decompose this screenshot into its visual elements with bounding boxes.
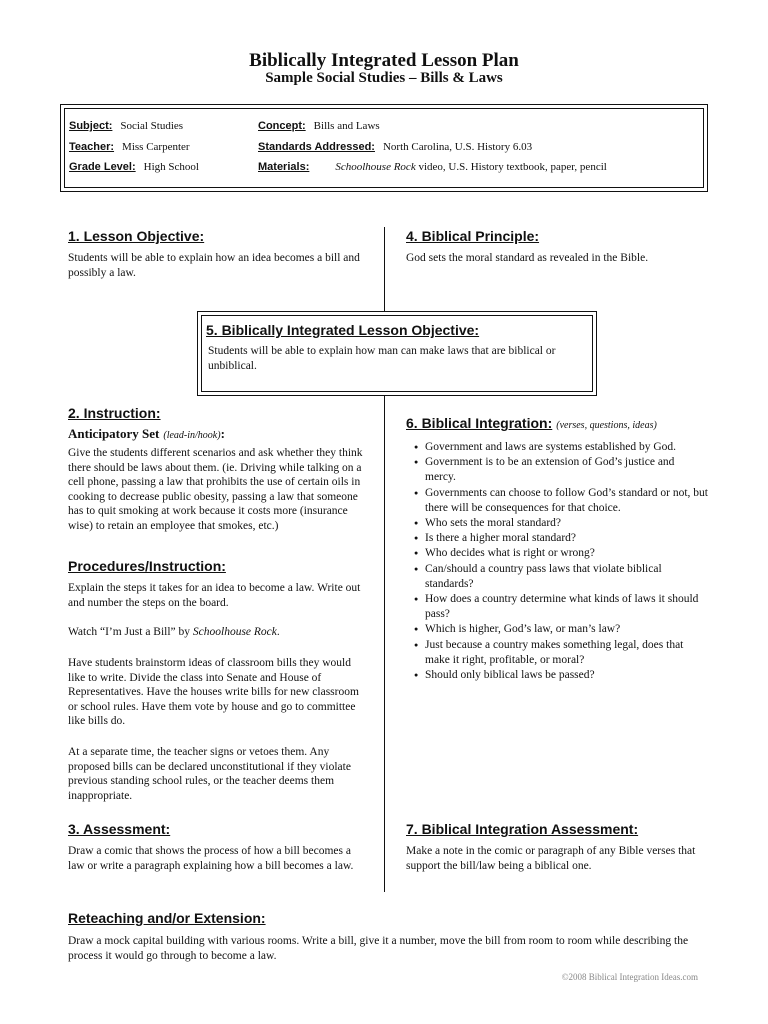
anticipatory-note: (lead-in/hook) xyxy=(163,430,221,441)
subject-value: Social Studies xyxy=(120,120,184,132)
subject-row xyxy=(69,116,183,134)
instruction-heading: 2. Instruction: xyxy=(68,405,161,421)
procedures-step-2-suffix: . xyxy=(276,626,280,638)
grade-value: High School xyxy=(143,161,199,173)
lesson-objective-text: Students will be able to explain how an idea becomes a bill and possibly a law. xyxy=(68,252,360,279)
procedures-step-2 xyxy=(68,625,366,640)
standards-value: North Carolina, U.S. History 6.03 xyxy=(382,141,533,153)
list-item: ● Just because a country makes something legal, does that make it right, profitable, or moral? xyxy=(414,638,708,668)
list-item: ● Who decides what is right or wrong? xyxy=(414,546,708,561)
lesson-info-box xyxy=(60,104,708,192)
column-divider-bottom xyxy=(384,396,385,892)
column-divider-top xyxy=(384,227,385,311)
teacher-row xyxy=(69,137,190,155)
procedures-step-2-italic: Schoolhouse Rock xyxy=(192,626,277,638)
biblical-principle-text: God sets the moral standard as revealed in the Bible. xyxy=(406,252,649,264)
grade-row xyxy=(69,157,199,175)
copyright-footer: ©2008 Biblical Integration Ideas.com xyxy=(561,972,698,982)
concept-value: Bills and Laws xyxy=(313,120,380,132)
biblical-integration-list xyxy=(414,440,708,683)
list-item: ● Is there a higher moral standard? xyxy=(414,531,708,546)
biblical-integration-note: (verses, questions, ideas) xyxy=(556,420,657,431)
procedures-step-3: Have students brainstorm ideas of classroom bills they would like to write. Divide the class into Senate and House of Representatives. Have the houses write bills for new classroom or school rules. Have them vote by house and go to committee like bills do. xyxy=(68,657,359,727)
list-item: ● Can/should a country pass laws that violate biblical standards? xyxy=(414,562,708,592)
list-item: ● Who sets the moral standard? xyxy=(414,516,708,531)
assessment-text: Draw a comic that shows the process of how a bill becomes a law or write a paragraph explaining how a bill becomes a law. xyxy=(68,845,354,872)
concept-row xyxy=(258,116,380,134)
list-item: ● Which is higher, God’s law, or man’s law? xyxy=(414,622,708,637)
anticipatory-label: Anticipatory Set xyxy=(68,426,160,441)
list-item: ● How does a country determine what kinds of laws it should pass? xyxy=(414,592,708,622)
biblical-principle-heading: 4. Biblical Principle: xyxy=(406,228,540,244)
list-item: ● Government and laws are systems established by God. xyxy=(414,440,708,455)
materials-italic: Schoolhouse Rock xyxy=(335,161,416,173)
page-title: Biblically Integrated Lesson Plan xyxy=(249,50,519,71)
procedures-step-2-prefix: Watch “I’m Just a Bill” by xyxy=(68,626,193,638)
procedures-step-4: At a separate time, the teacher signs or vetoes them. Any proposed bills can be declared unconstitutional if they violate previous standing school rules, or the teacher deems them inappropriate. xyxy=(68,746,351,802)
page-subtitle: Sample Social Studies – Bills & Laws xyxy=(265,70,503,86)
integration-assessment-heading: 7. Biblical Integration Assessment: xyxy=(406,821,639,837)
integrated-objective-text: Students will be able to explain how man can make laws that are biblical or unbiblical. xyxy=(208,345,556,372)
teacher-value: Miss Carpenter xyxy=(122,141,190,153)
procedures-heading: Procedures/Instruction: xyxy=(68,558,226,574)
materials-label: Materials: xyxy=(258,161,310,173)
integration-assessment-text: Make a note in the comic or paragraph of any Bible verses that support the bill/law being a biblical one. xyxy=(406,845,696,872)
anticipatory-text: Give the students different scenarios and ask whether they think there should be laws about them. (ie. Driving while talking on a cell phone, passing a law that prohibits the use of certain oils in cooking to decrease public obesity, passing a law that someone has to quit smoking at work because it costs more (insurance wise) to retain an employee that smokes, etc.) xyxy=(68,447,363,532)
standards-label: Standards Addressed: xyxy=(258,141,375,153)
integrated-objective-box xyxy=(197,311,597,396)
materials-value: video, U.S. History textbook, paper, pencil xyxy=(415,161,607,173)
concept-label: Concept: xyxy=(258,120,306,132)
list-item: ● Government is to be an extension of God’s justice and mercy. xyxy=(414,455,708,485)
standards-row xyxy=(258,137,532,155)
list-item: ● Should only biblical laws be passed? xyxy=(414,668,708,683)
integrated-objective-heading: 5. Biblically Integrated Lesson Objective: xyxy=(206,322,480,338)
biblical-integration-heading-row xyxy=(406,415,657,433)
list-item: ● Governments can choose to follow God’s standard or not, but there will be consequences for that choice. xyxy=(414,486,708,516)
lesson-objective-heading: 1. Lesson Objective: xyxy=(68,228,205,244)
procedures-step-1: Explain the steps it takes for an idea to become a law. Write out and number the steps on the board. xyxy=(68,582,361,609)
materials-row xyxy=(258,157,607,175)
anticipatory-colon: : xyxy=(220,426,225,441)
anticipatory-set-heading xyxy=(68,425,225,443)
subject-label: Subject: xyxy=(69,120,113,132)
grade-label: Grade Level: xyxy=(69,161,136,173)
teacher-label: Teacher: xyxy=(69,141,115,153)
reteaching-heading: Reteaching and/or Extension: xyxy=(68,910,266,926)
biblical-integration-heading: 6. Biblical Integration: xyxy=(406,415,553,431)
assessment-heading: 3. Assessment: xyxy=(68,821,171,837)
reteaching-text: Draw a mock capital building with various rooms. Write a bill, give it a number, move the bill from room to room while describing the process it would go through to become a law. xyxy=(68,935,689,962)
